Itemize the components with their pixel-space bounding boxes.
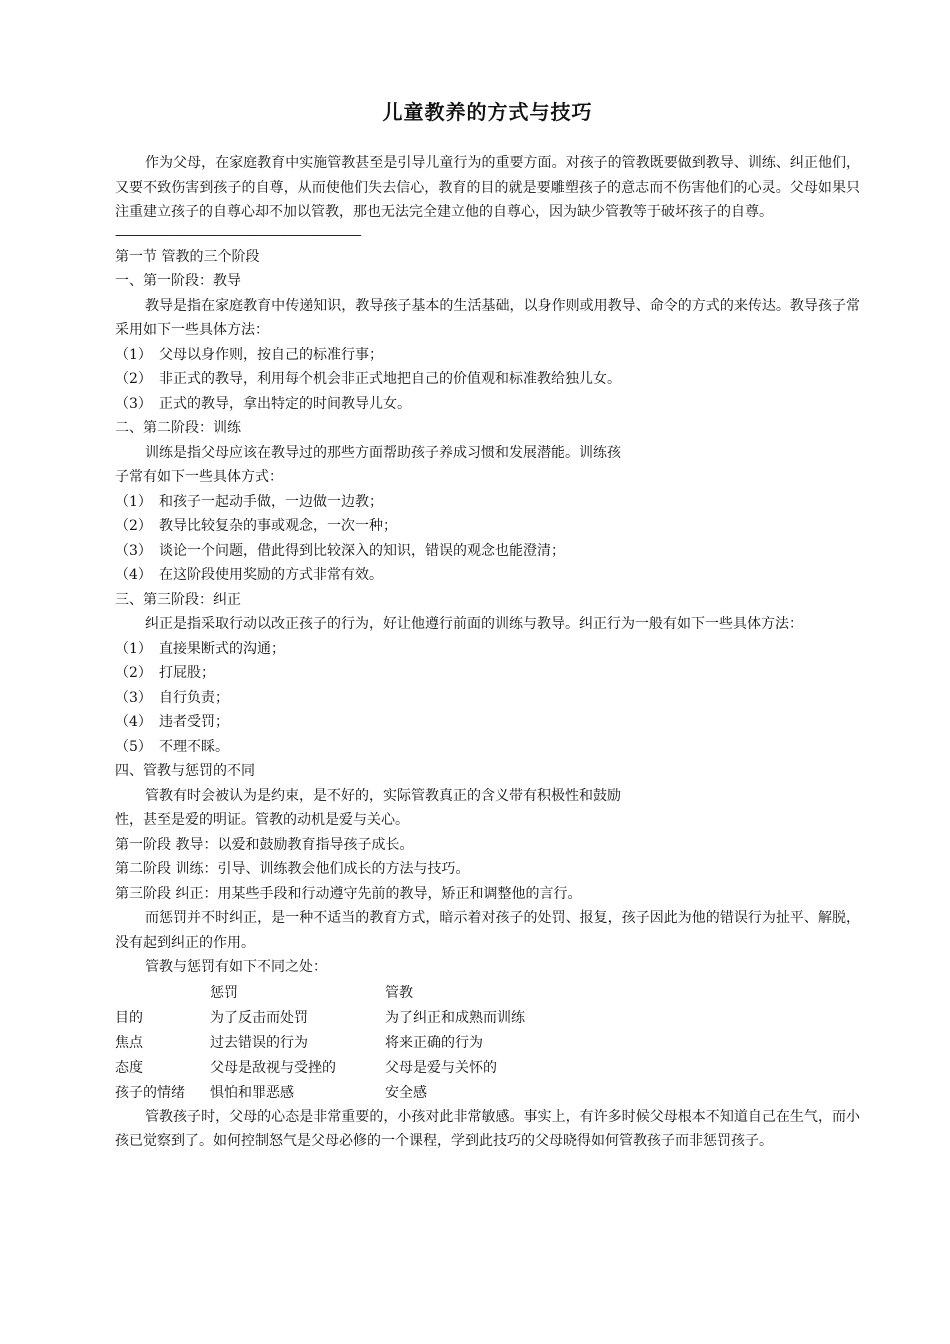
list-item: （2） 打屁股； xyxy=(115,665,215,681)
part4-paragraph-line1: 管教有时会被认为是约束，是不好的，实际管教真正的含义带有积极性和鼓励 xyxy=(145,787,621,804)
stage1-heading: 一、第一阶段：教导 xyxy=(115,273,241,289)
list-item: （1） 父母以身作则，按自己的标准行事； xyxy=(115,346,383,363)
part4-paragraph-line2: 性，甚至是爱的明证。管教的动机是爱与关心。 xyxy=(115,812,409,828)
stage-summary-line: 第三阶段 纠正：用某些手段和行动遵守先前的教导，矫正和调整他的言行。 xyxy=(115,885,582,902)
list-item: （3） 正式的教导，拿出特定的时间教导儿女。 xyxy=(115,395,411,412)
punishment-paragraph: 而惩罚并不时纠正，是一种不适当的教育方式，暗示着对孩子的处罚、报复，孩子因此为他的错误行为扯平、解脱，没有起到纠正的作用。 xyxy=(115,910,860,951)
list-item: （1） 直接果断式的沟通； xyxy=(115,640,285,657)
comparison-table xyxy=(115,980,585,1105)
closing-paragraph: 管教孩子时，父母的心态是非常重要的，小孩对此非常敏感。事实上，有许多时候父母根本不知道自己在生气，而小孩已觉察到了。如何控制怒气是父母必修的一个课程，学到此技巧的父母晓得如何管教孩子而非惩罚孩子。 xyxy=(115,1108,860,1149)
stage-summary-line: 第二阶段 训练：引导、训练教会他们成长的方法与技巧。 xyxy=(115,861,470,877)
section-heading: 第一节 管教的三个阶段 xyxy=(115,248,260,265)
stage2-heading: 二、第二阶段：训练 xyxy=(115,420,241,436)
list-item: （3） 自行负责； xyxy=(115,689,229,706)
difference-intro: 管教与惩罚有如下不同之处： xyxy=(145,959,327,975)
stage-summary-line: 第一阶段 教导：以爱和鼓励教育指导孩子成长。 xyxy=(115,836,414,853)
list-item: （5） 不理不睬。 xyxy=(115,738,229,755)
intro-paragraph: 作为父母，在家庭教育中实施管教甚至是引导儿童行为的重要方面。对孩子的管教既要做到教导、训练、纠正他们，又要不致伤害到孩子的自尊，从而使他们失去信心，教育的目的就是要雕塑孩子的意志而不伤害他们的心灵。父母如果只注重建立孩子的自尊心却不加以管教，那也无法完全建立他的自尊心，因为缺少管教等于破坏孩子的自尊。 xyxy=(115,155,860,220)
list-item: （1） 和孩子一起动手做，一边做一边教； xyxy=(115,493,383,510)
part4-heading: 四、管教与惩罚的不同 xyxy=(115,763,255,779)
list-item: （2） 教导比较复杂的事或观念，一次一种； xyxy=(115,518,397,534)
document-page xyxy=(115,96,860,1154)
stage2-paragraph-line1: 训练是指父母应该在教导过的那些方面帮助孩子养成习惯和发展潜能。训练孩 xyxy=(145,444,621,461)
table-row: 孩子的情绪 惧怕和罪恶感 安全感 xyxy=(115,1085,427,1101)
stage3-heading: 三、第三阶段：纠正 xyxy=(115,591,241,608)
stage3-paragraph: 纠正是指采取行动以改正孩子的行为，好让他遵行前面的训练与教导。纠正行为一般有如下一些具体方法： xyxy=(145,616,803,632)
table-header-row: 惩罚 管教 xyxy=(210,985,413,1001)
list-item: （4） 在这阶段使用奖励的方式非常有效。 xyxy=(115,567,383,583)
stage1-paragraph: 教导是指在家庭教育中传递知识，教导孩子基本的生活基础，以身作则或用教导、命令的方式的来传达。教导孩子常采用如下一些具体方法： xyxy=(115,297,860,338)
stage2-paragraph-line2: 子常有如下一些具体方式： xyxy=(115,469,283,485)
table-row: 态度 父母是敌视与受挫的 父母是爱与关怀的 xyxy=(115,1060,497,1076)
list-item: （3） 谈论一个问题，借此得到比较深入的知识，错误的观念也能澄清； xyxy=(115,542,565,559)
table-row: 目的 为了反击而处罚 为了纠正和成熟而训练 xyxy=(115,1010,525,1026)
document-title: 儿童教养的方式与技巧 xyxy=(382,100,593,124)
list-item: （4） 违者受罚； xyxy=(115,714,229,730)
list-item: （2） 非正式的教导，利用每个机会非正式地把自己的价值观和标准教给独儿女。 xyxy=(115,371,621,387)
table-row: 焦点 过去错误的行为 将来正确的行为 xyxy=(115,1035,483,1051)
separator-line: -------------------------------------------------------------------------------------- xyxy=(115,227,361,242)
